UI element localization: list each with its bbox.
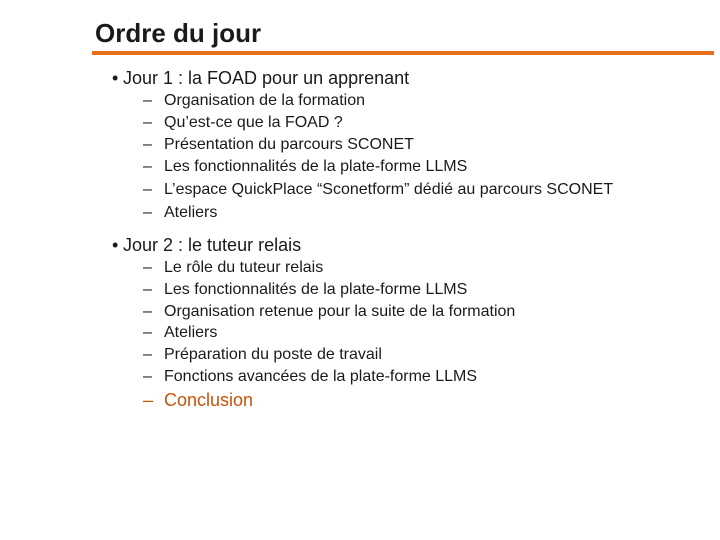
list-item-text: Présentation du parcours SCONET [164,136,414,153]
dash: – [143,158,152,175]
list-item-text: Organisation retenue pour la suite de la formation [164,303,516,320]
dash: – [143,281,152,298]
bullet: • [112,235,119,255]
dash: – [143,259,152,276]
bullet: • [112,68,119,88]
title-underline [92,51,714,55]
list-item-text: Qu’est-ce que la FOAD ? [164,114,343,131]
dash: – [143,346,152,363]
dash: – [143,136,152,153]
list-item-text: Fonctions avancées de la plate-forme LLMS [164,368,478,385]
list-item-text: Ateliers [164,204,218,221]
list-item-text: L’espace QuickPlace “Sconetform” dédié au parcours SCONET [164,181,614,198]
dash: – [143,368,152,385]
dash: – [143,204,152,221]
dash: – [143,390,154,410]
section-heading-day1 [112,67,409,89]
list-item-text: Conclusion [164,390,254,410]
list-item-text: Le rôle du tuteur relais [164,259,324,276]
list-item-text: Ateliers [164,324,218,341]
slide-title: Ordre du jour [95,18,262,48]
dash: – [143,324,152,341]
section-heading-day2 [112,234,301,256]
list-item-text: Les fonctionnalités de la plate-forme LLMS [164,158,468,175]
list-item-text: Les fonctionnalités de la plate-forme LLMS [164,281,468,298]
dash: – [143,181,152,198]
list-item-text: Préparation du poste de travail [164,346,382,363]
dash: – [143,92,152,109]
section-heading-text: Jour 1 : la FOAD pour un apprenant [123,68,410,88]
dash: – [143,114,152,131]
section-heading-text: Jour 2 : le tuteur relais [123,235,302,255]
list-item-text: Organisation de la formation [164,92,365,109]
dash: – [143,303,152,320]
